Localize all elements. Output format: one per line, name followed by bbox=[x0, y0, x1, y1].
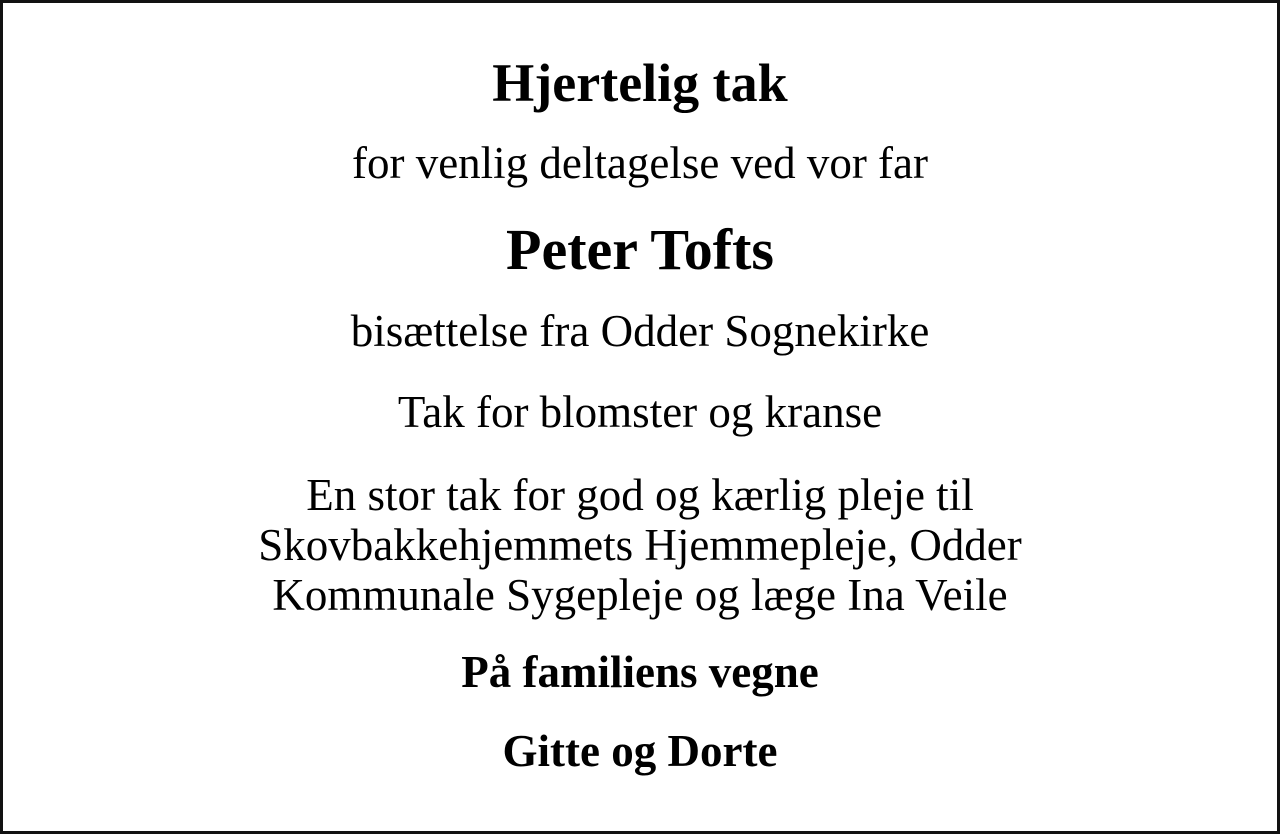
intro-text: for venlig deltagelse ved vor far bbox=[351, 138, 928, 188]
care-thanks bbox=[3, 470, 1277, 620]
funeral-info: bisættelse fra Odder Sognekirke bbox=[350, 306, 930, 356]
notice-heading: Hjertelig tak bbox=[492, 53, 788, 113]
care-thanks-line: Skovbakkehjemmets Hjemmepleje, Odder bbox=[258, 520, 1022, 570]
care-thanks-line: En stor tak for god og kærlig pleje til bbox=[306, 470, 974, 520]
deceased-name: Peter Tofts bbox=[506, 217, 774, 282]
care-thanks-line: Kommunale Sygepleje og læge Ina Veile bbox=[272, 570, 1008, 620]
signers: Gitte og Dorte bbox=[502, 726, 778, 776]
flowers-thanks: Tak for blomster og kranse bbox=[397, 387, 883, 437]
family-signoff: På familiens vegne bbox=[461, 647, 819, 697]
